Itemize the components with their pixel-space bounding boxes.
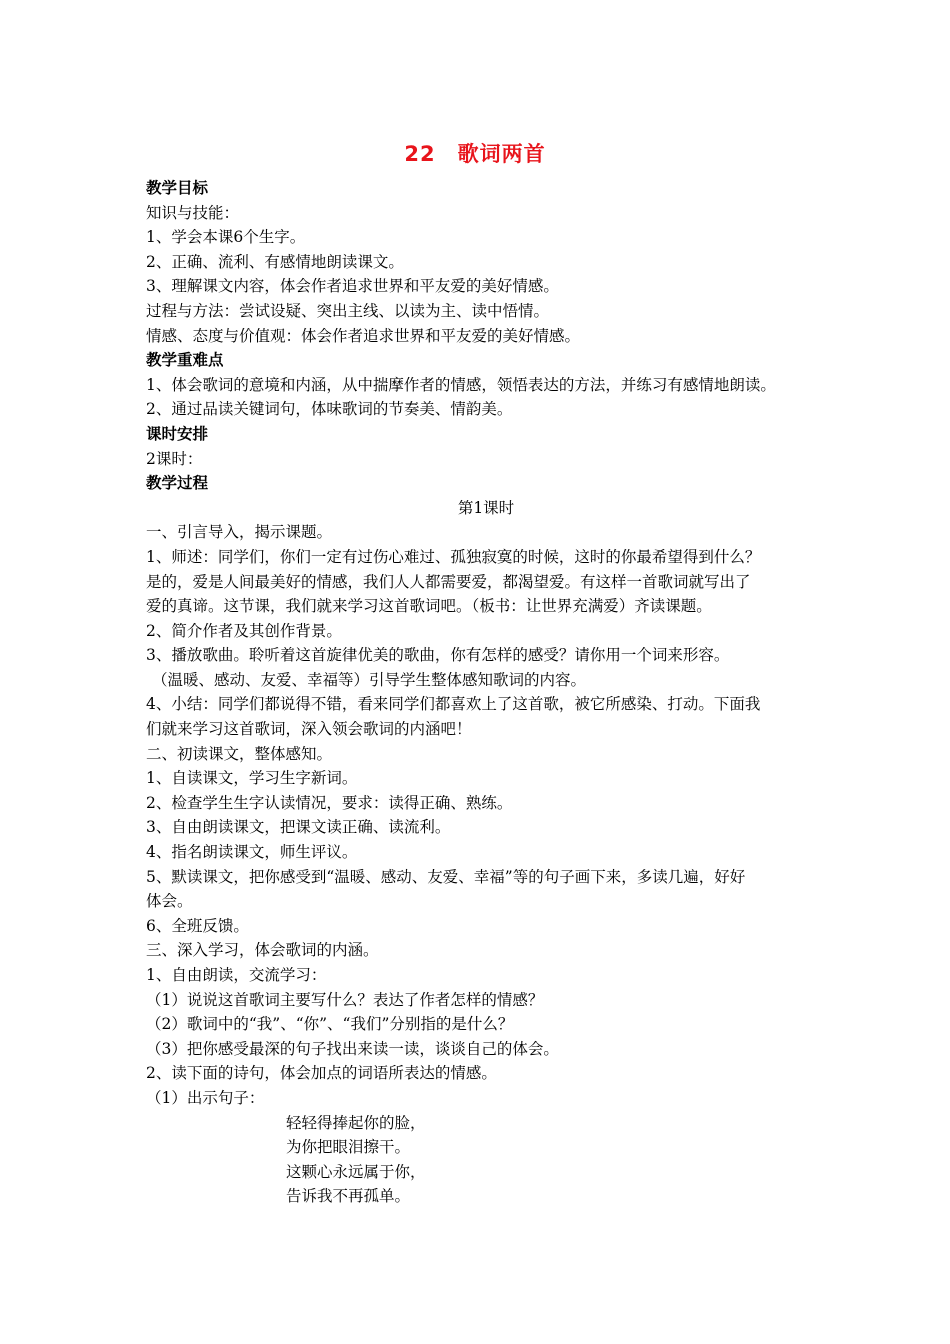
text-line: 4、指名朗读课文，师生评议。	[146, 843, 358, 862]
text-line: （1）说说这首歌词主要写什么？表达了作者怎样的情感？	[146, 990, 544, 1009]
text-line: 5、默读课文，把你感受到“温暖、感动、友爱、幸福”等的句子画下来，多读几遍，好好	[146, 867, 746, 886]
text-line: （3）把你感受最深的句子找出来读一读，谈谈自己的体会。	[146, 1039, 559, 1058]
document-body	[146, 176, 826, 1209]
text-line: 2、检查学生生字认读情况，要求：读得正确、熟练。	[146, 793, 513, 812]
lesson-label: 第1课时	[457, 498, 515, 517]
text-line: 1、师述：同学们，你们一定有过伤心难过、孤独寂寞的时候，这时的你最希望得到什么？	[146, 547, 761, 566]
text-line: （温暖、感动、友爱、幸福等）引导学生整体感知歌词的内容。	[152, 670, 587, 689]
text-line: 2课时：	[146, 449, 203, 468]
text-line: 一、引言导入，揭示课题。	[146, 523, 333, 542]
text-line: 2、正确、流利、有感情地朗读课文。	[146, 252, 404, 271]
text-line: 过程与方法：尝试设疑、突出主线、以读为主、读中悟情。	[146, 301, 550, 320]
text-line: 1、自由朗读，交流学习：	[146, 966, 327, 984]
text-line: （2）歌词中的“我”、“你”、“我们”分别指的是什么？	[146, 1015, 514, 1034]
text-line: 2、读下面的诗句，体会加点的词语所表达的情感。	[146, 1064, 497, 1083]
section-heading: 教学过程	[146, 474, 209, 493]
poem-line: 这颗心永远属于你，	[286, 1162, 426, 1181]
section-heading: 教学目标	[146, 179, 209, 197]
section-heading: 教学重难点	[146, 351, 224, 370]
text-line: 情感、态度与价值观：体会作者追求世界和平友爱的美好情感。	[146, 326, 581, 345]
text-line: 2、通过品读关键词句，体味歌词的节奏美、情韵美。	[146, 400, 513, 419]
text-line: 1、学会本课6个生字。	[146, 228, 306, 247]
text-line: 1、体会歌词的意境和内涵，从中揣摩作者的情感，领悟表达的方法，并练习有感情地朗读。	[146, 375, 776, 394]
text-line: 们就来学习这首歌词，深入领会歌词的内涵吧！	[146, 720, 472, 739]
text-line: 3、自由朗读课文，把课文读正确、读流利。	[146, 818, 451, 837]
text-line: 3、理解课文内容，体会作者追求世界和平友爱的美好情感。	[146, 277, 559, 296]
text-line: 4、小结：同学们都说得不错，看来同学们都喜欢上了这首歌，被它所感染、打动。下面我	[146, 695, 761, 714]
poem-line: 轻轻得捧起你的脸，	[286, 1113, 426, 1132]
text-line: 二、初读课文，整体感知。	[146, 744, 333, 763]
text-line: 6、全班反馈。	[146, 916, 249, 935]
text-line: 3、播放歌曲。聆听着这首旋律优美的歌曲，你有怎样的感受？请你用一个词来形容。	[146, 646, 730, 665]
text-line: 三、深入学习，体会歌词的内涵。	[146, 941, 379, 960]
text-line: 2、简介作者及其创作背景。	[146, 621, 342, 640]
document-title: 22 歌词两首	[404, 142, 546, 166]
text-line: 爱的真谛。这节课，我们就来学习这首歌词吧。（板书：让世界充满爱）齐读课题。	[146, 597, 712, 616]
poem-line: 告诉我不再孤单。	[286, 1187, 411, 1206]
poem-line: 为你把眼泪擦干。	[286, 1138, 411, 1157]
text-line: 体会。	[146, 892, 193, 911]
text-line: 是的，爱是人间最美好的情感，我们人人都需要爱，都渴望爱。有这样一首歌词就写出了	[146, 572, 751, 591]
section-heading: 课时安排	[146, 424, 209, 443]
text-line: 1、自读课文，学习生字新词。	[146, 769, 358, 788]
text-line: 知识与技能：	[146, 203, 240, 222]
text-line: （1）出示句子：	[146, 1088, 265, 1107]
